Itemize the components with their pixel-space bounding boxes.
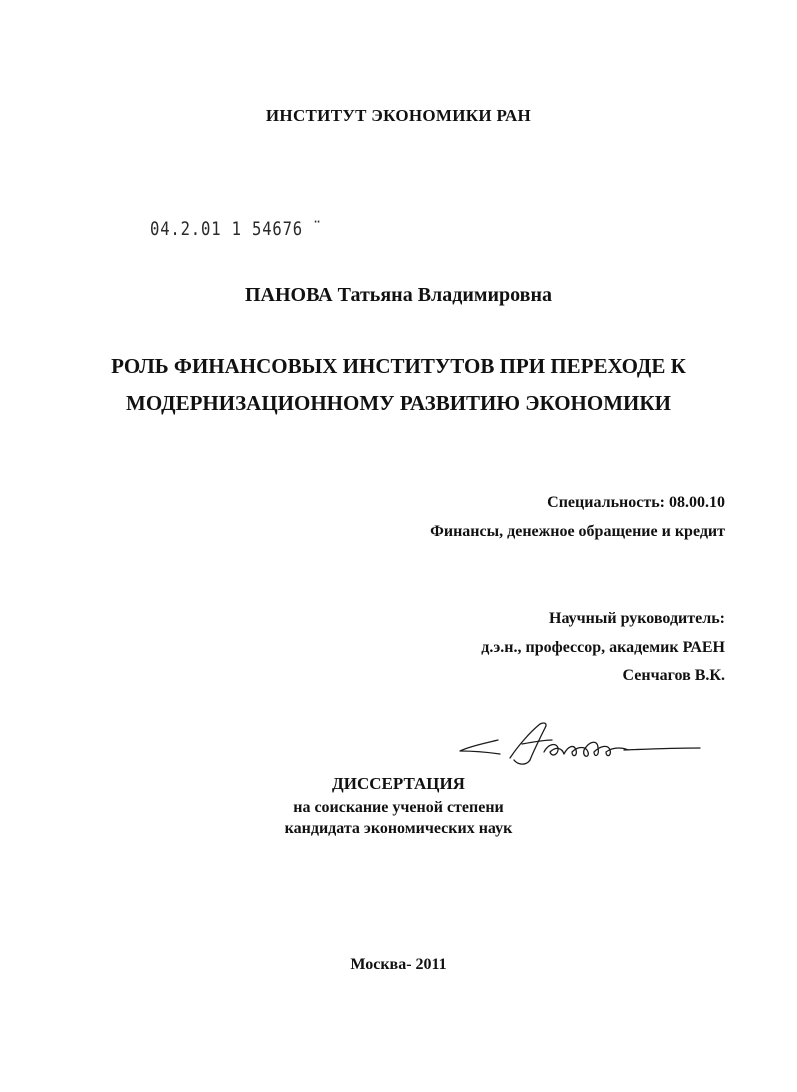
title-line-2: МОДЕРНИЗАЦИОННОМУ РАЗВИТИЮ ЭКОНОМИКИ [126,391,671,415]
title-line-1: РОЛЬ ФИНАНСОВЫХ ИНСТИТУТОВ ПРИ ПЕРЕХОДЕ К [111,354,686,378]
handwritten-signature [448,718,708,768]
author-name: ПАНОВА Татьяна Владимировна [244,284,552,306]
advisor-label: Научный руководитель: [549,610,725,627]
dissertation-subtitle-2: кандидата экономических наук [284,820,513,837]
dissertation-heading: ДИССЕРТАЦИЯ [332,774,465,793]
dissertation-subtitle-1: на соискание ученой степени [293,799,504,816]
specialty-code: Специальность: 08.00.10 [547,494,725,511]
advisor-name: Сенчагов В.К. [622,667,725,684]
registration-code: 04.2.01 1 54676 ̈ [150,218,314,240]
advisor-degree: д.э.н., профессор, академик РАЕН [481,639,725,656]
institute-name: ИНСТИТУТ ЭКОНОМИКИ РАН [265,106,532,125]
city-year: Москва- 2011 [350,956,447,973]
specialty-name: Финансы, денежное обращение и кредит [430,523,725,540]
dissertation-title [0,348,797,422]
